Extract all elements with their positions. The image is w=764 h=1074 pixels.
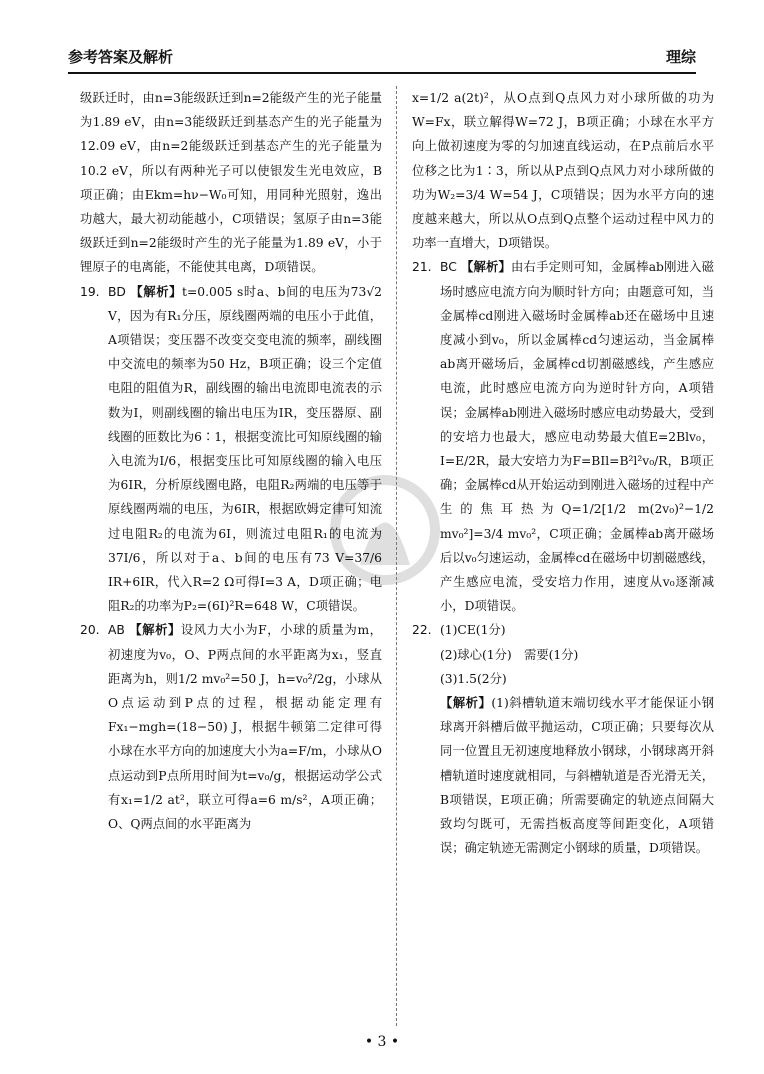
answer-line: (3)1.5(2分) <box>440 671 507 686</box>
analysis-tag: 【解析】 <box>440 696 492 711</box>
question-22 <box>412 618 714 642</box>
header-subject: 理综 <box>665 48 696 66</box>
page-number: • 3 • <box>364 1034 400 1050</box>
question-number: 19. <box>80 284 100 299</box>
analysis-text: t=0.005 s时a、b间的电压为73√2 V，因为有R₁分压，原线圈两端的电压小于此值，A项错误；变压器不改变交变电流的频率，副线圈中交流电的频率为50 Hz，B项正确；设三个定值电阻的阻值为R，副线圈的输出电流即电流表的示数为I，则副线圈的输出电压为IR，变压器原、副线圈的匝数比为6∶1，根据变流比可知原线圈的输入电流为I/6，根据变压比可知原线圈的输入电压为6IR，分析原线圈电路，电阻R₂两端的电压等于原线圈两端的电压，为6IR，根据欧姆定律可知流过电阻R₂的电流为6I，则流过电阻R₁的电流为37I/6，所以对于a、b间的电压有73 V=37/6 IR+6IR，代入R=2 Ω可得I=3 A，D项正确；电阻R₂的功率为P₂=(6I)²R=648 W，C项错误。 <box>108 284 382 614</box>
analysis-tag: 【解析】 <box>129 623 181 638</box>
question-number: 21. <box>412 260 432 275</box>
question-number: 22. <box>412 623 432 638</box>
answer-key: BD <box>108 284 126 299</box>
question-19 <box>80 280 382 619</box>
question-20 <box>80 618 382 836</box>
analysis-text: (1)斜槽轨道末端切线水平才能保证小钢球离开斜槽后做平抛运动，C项正确；只要每次从同一位置且无初速度地释放小钢球，小钢球离开斜槽轨道时速度就相同，与斜槽轨道是否光滑无关，B项错误，E项正确；所需要确定的轨迹点间隔大致均匀既可，无需挡板高度等间距变化，A项错误；确定轨迹无需测定小钢球的质量，D项错误。 <box>440 696 714 856</box>
left-column <box>80 86 382 836</box>
analysis-tag: 【解析】 <box>130 284 183 299</box>
column-divider <box>396 86 397 1026</box>
question-number: 20. <box>80 623 100 638</box>
header-title: 参考答案及解析 <box>68 48 174 66</box>
answer-key: BC <box>440 260 457 275</box>
q22-analysis <box>412 691 714 860</box>
right-column <box>412 86 714 861</box>
q20-continuation: x=1/2 a(2t)²，从O点到Q点风力对小球所做的功为W=Fx，联立解得W=72 J，B项正确；小球在水平方向上做初速度为零的匀加速直线运动，在P点前后水平位移之比为1∶3，所以从P点到Q点风力对小球所做的功为W₂=3/4 W=54 J，C项错误；因为水平方向的速度越来越大，所以从O点到Q点整个运动过程中风力的功率一直增大，D项错误。 <box>412 91 714 251</box>
q18-continuation: 级跃迁时，由n=3能级跃迁到n=2能级产生的光子能量为1.89 eV，由n=3能级跃迁到基态产生的光子能量为12.09 eV，由n=2能级跃迁到基态产生的光子能量为10.2 eV，所以有两种光子可以使银发生光电效应，B项正确；由Ekm=hν−W₀可知，用同种光照射，逸出功越大，最大初动能越小，C项错误；氢原子由n=3能级跃迁到n=2能级时产生的光子能量为1.89 eV，小于锂原子的电离能，不能使其电离，D项错误。 <box>80 91 382 275</box>
analysis-tag: 【解析】 <box>460 260 512 275</box>
header-rule <box>68 72 696 74</box>
answer-line: (1)CE(1分) <box>440 623 506 638</box>
answer-line: (2)球心(1分) 需要(1分) <box>440 647 579 662</box>
answer-key: AB <box>108 623 125 638</box>
question-21 <box>412 255 714 618</box>
page-header <box>68 46 696 72</box>
analysis-text: 设风力大小为F，小球的质量为m，初速度为v₀，O、P两点间的水平距离为x₁，竖直距离为h，则1/2 mv₀²=50 J，h=v₀²/2g，小球从O点运动到P点的过程，根据动能定理有Fx₁−mgh=(18−50) J，根据牛顿第二定律可得小球在水平方向的加速度大小为a=F/m，小球从O点运动到P点所用时间为t=v₀/g，根据运动学公式有x₁=1/2 at²，联立可得a=6 m/s²，A项正确；O、Q两点间的水平距离为 <box>108 623 382 832</box>
analysis-text: 由右手定则可知，金属棒ab刚进入磁场时感应电流方向为顺时针方向；由题意可知，当金属棒cd刚进入磁场时金属棒ab还在磁场中且速度减小到v₀，所以金属棒cd匀速运动，当金属棒ab离开磁场后，金属棒cd切割磁感线，产生感应电流，此时感应电流方向为逆时针方向，A项错误；金属棒ab刚进入磁场时感应电动势最大，受到的安培力也最大，感应电动势最大值E=2Blv₀，I=E/2R，最大安培力为F=BIl=B²l²v₀/R，B项正确；金属棒cd从开始运动到刚进入磁场的过程中产生的焦耳热为Q=1/2[1/2 m(2v₀)²−1/2 mv₀²]=3/4 mv₀²，C项正确；金属棒ab离开磁场后以v₀匀速运动，金属棒cd在磁场中切割磁感线，产生感应电流，受安培力作用，速度从v₀逐渐减小，D项错误。 <box>440 260 714 614</box>
